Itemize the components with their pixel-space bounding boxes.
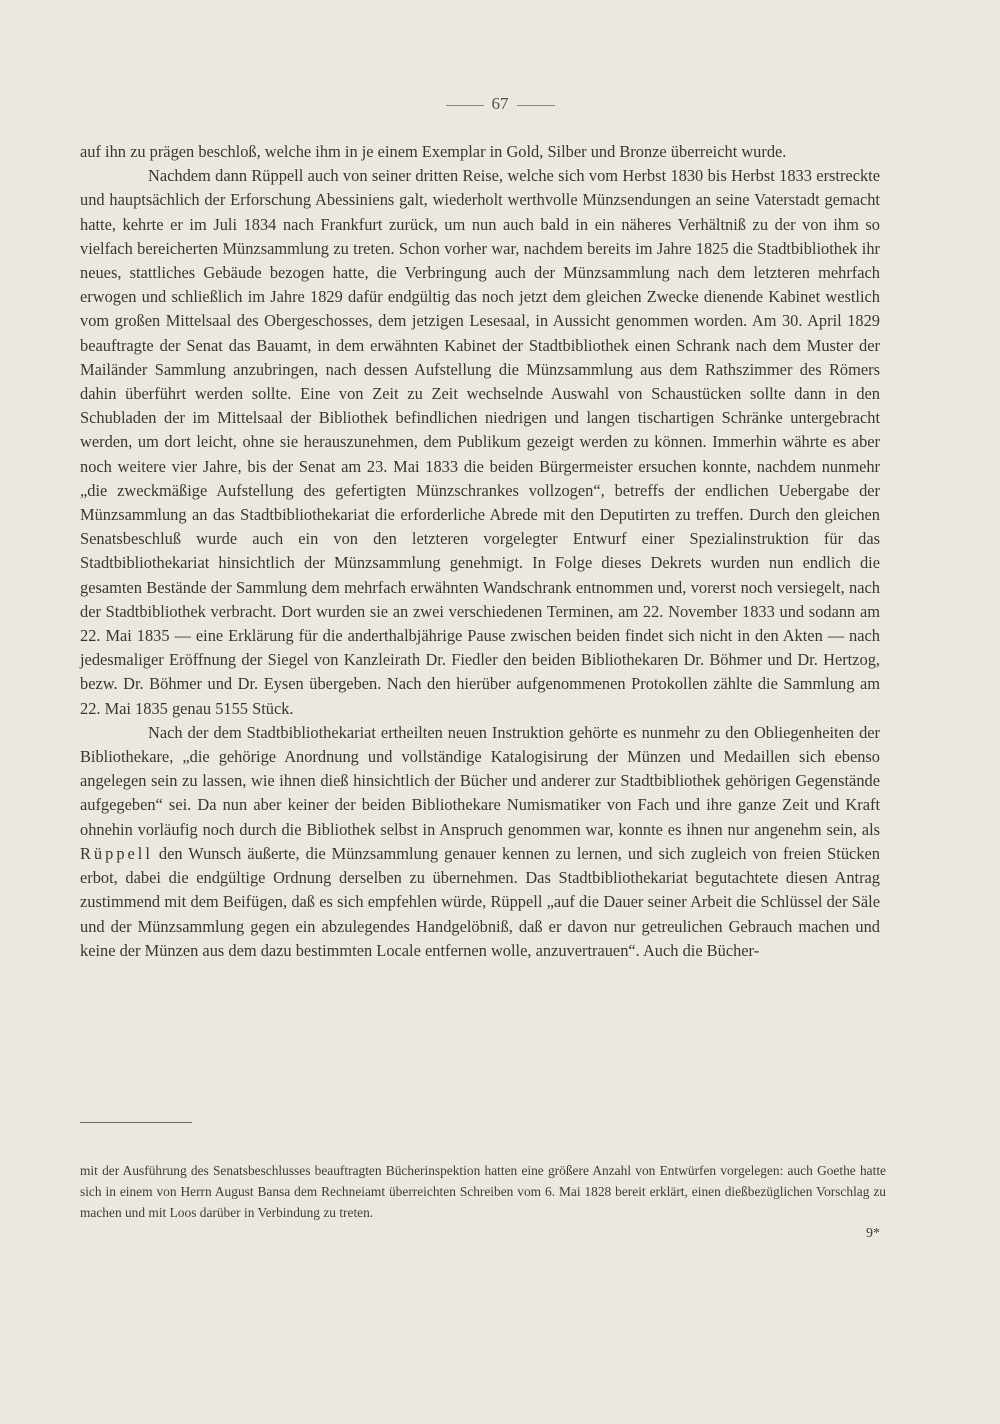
page-number: 67	[491, 94, 509, 113]
spaced-name-rueppell: Rüppell	[80, 843, 153, 863]
printer-signature-mark: 9*	[866, 1226, 880, 1241]
footnote: mit der Ausführung des Senatsbeschlusses beauftragten Bücherinspektion hatten eine größere Anzahl von Entwürfen vorgelegen: auch Goethe hatte sich in einem von Herrn August Bansa dem Rechneiamt überreichten Schreiben vom 6. Mai 1828 bereit erklärt, einen dießbezüglichen Vorschlag zu machen und mit Loos darüber in Verbindung zu treten.	[80, 1163, 886, 1220]
paragraph-1: auf ihn zu prägen beschloß, welche ihm in je einem Exemplar in Gold, Silber und Bronze überreicht wurde.	[80, 142, 787, 161]
paragraph-3-rest: den Wunsch äußerte, die Münzsammlung genauer kennen zu lernen, und sich zugleich von freien Stücken erbot, dabei die endgültige Ordnung derselben zu übernehmen. Das Stadtbibliothekariat begutachtete diesen Antrag zustimmend mit dem Beifügen, daß es sich empfehlen würde, Rüppell „auf die Dauer seiner Arbeit die Schlüssel der Säle und der Münzsammlung gegen ein abzulegendes Handgelöbniß, daß er davon nur getreulichen Gebrauch machen und keine der Münzen aus dem dazu bestimmten Locale entfernen wolle, anzuvertrauen“. Auch die Bücher-	[80, 843, 880, 960]
header-dash-left	[446, 105, 484, 106]
header-dash-right	[517, 105, 555, 106]
paragraph-3	[80, 721, 880, 963]
page-header	[0, 94, 1000, 114]
main-text	[80, 140, 880, 963]
paragraph-3-start: Nach der dem Stadtbibliothekariat ertheilten neuen Instruktion gehörte es nunmehr zu den Obliegenheiten der Bibliothekare, „die gehörige Anordnung und vollständige Katalogisirung der Münzen und Medaillen sich ebenso angelegen sein zu lassen, wie ihnen dieß hinsichtlich der Bücher und anderer zur Stadtbibliothek gehörigen Gegenstände aufgegeben“ sei. Da nun aber keiner der beiden Bibliothekare Numismatiker von Fach und ihre ganze Zeit und Kraft ohnehin vorläufig noch durch die Bibliothek selbst in Anspruch genommen war, konnte es ihnen nur angenehm sein, als	[80, 722, 880, 839]
paragraph-2: Nachdem dann Rüppell auch von seiner dritten Reise, welche sich vom Herbst 1830 bis Herbst 1833 erstreckte und hauptsächlich der Erforschung Abessiniens galt, wiederholt werthvolle Münzsendungen an seine Vaterstadt gemacht hatte, kehrte er im Juli 1834 nach Frankfurt zurück, um nun auch bald in ein näheres Verhältniß zu der von ihm so vielfach bereicherten Münzsammlung zu treten. Schon vorher war, nachdem bereits im Jahre 1825 die Stadtbibliothek ihr neues, stattliches Gebäude bezogen hatte, die Verbringung auch der Münzsammlung nach dem letzteren mehrfach erwogen und schließlich im Jahre 1829 dafür endgültig das noch jetzt dem gleichen Zwecke dienende Kabinet westlich vom großen Mittelsaal des Obergeschosses, dem jetzigen Lesesaal, in Aussicht genommen worden. Am 30. April 1829 beauftragte der Senat das Bauamt, in dem erwähnten Kabinet der Stadtbibliothek einen Schrank nach dem Muster der Mailänder Sammlung anzubringen, nach dessen Aufstellung die Münzsammlung aus dem Rathszimmer des Römers dahin überführt werden sollte. Eine von Zeit zu Zeit wechselnde Auswahl von Schaustücken sollte dann in den Schubladen der im Mittelsaal der Bibliothek befindlichen niedrigen und langen tischartigen Schränke untergebracht werden, um dort leicht, ohne sie herauszunehmen, dem Publikum gezeigt werden zu können. Immerhin währte es aber noch weitere vier Jahre, bis der Senat am 23. Mai 1833 die beiden Bürgermeister ersuchen konnte, nachdem nunmehr „die zweckmäßige Aufstellung des gefertigten Münzschrankes vollzogen“, betreffs der endlichen Uebergabe der Münzsammlung an das Stadtbibliothekariat die erforderliche Abrede mit den Deputirten zu treffen. Durch den gleichen Senatsbeschluß wurde auch ein von den letzteren vorgelegter Entwurf einer Spezialinstruktion für das Stadtbibliothekariat hinsichtlich der Münzsammlung genehmigt. In Folge dieses Dekrets wurden nun endlich die gesamten Bestände der Sammlung dem mehrfach erwähnten Wandschrank entnommen und, vorerst noch versiegelt, nach der Stadtbibliothek verbracht. Dort wurden sie an zwei verschiedenen Terminen, am 22. November 1833 und sodann am 22. Mai 1835 — eine Erklärung für die anderthalbjährige Pause zwischen beiden findet sich nicht in den Akten — nach jedesmaliger Eröffnung der Siegel von Kanzleirath Dr. Fiedler den beiden Bibliothekaren Dr. Böhmer und Dr. Hertzog, bezw. Dr. Böhmer und Dr. Eysen übergeben. Nach den hierüber aufgenommenen Protokollen zählte die Sammlung am 22. Mai 1835 genau 5155 Stück.	[80, 166, 880, 718]
footnote-rule	[80, 1122, 192, 1123]
